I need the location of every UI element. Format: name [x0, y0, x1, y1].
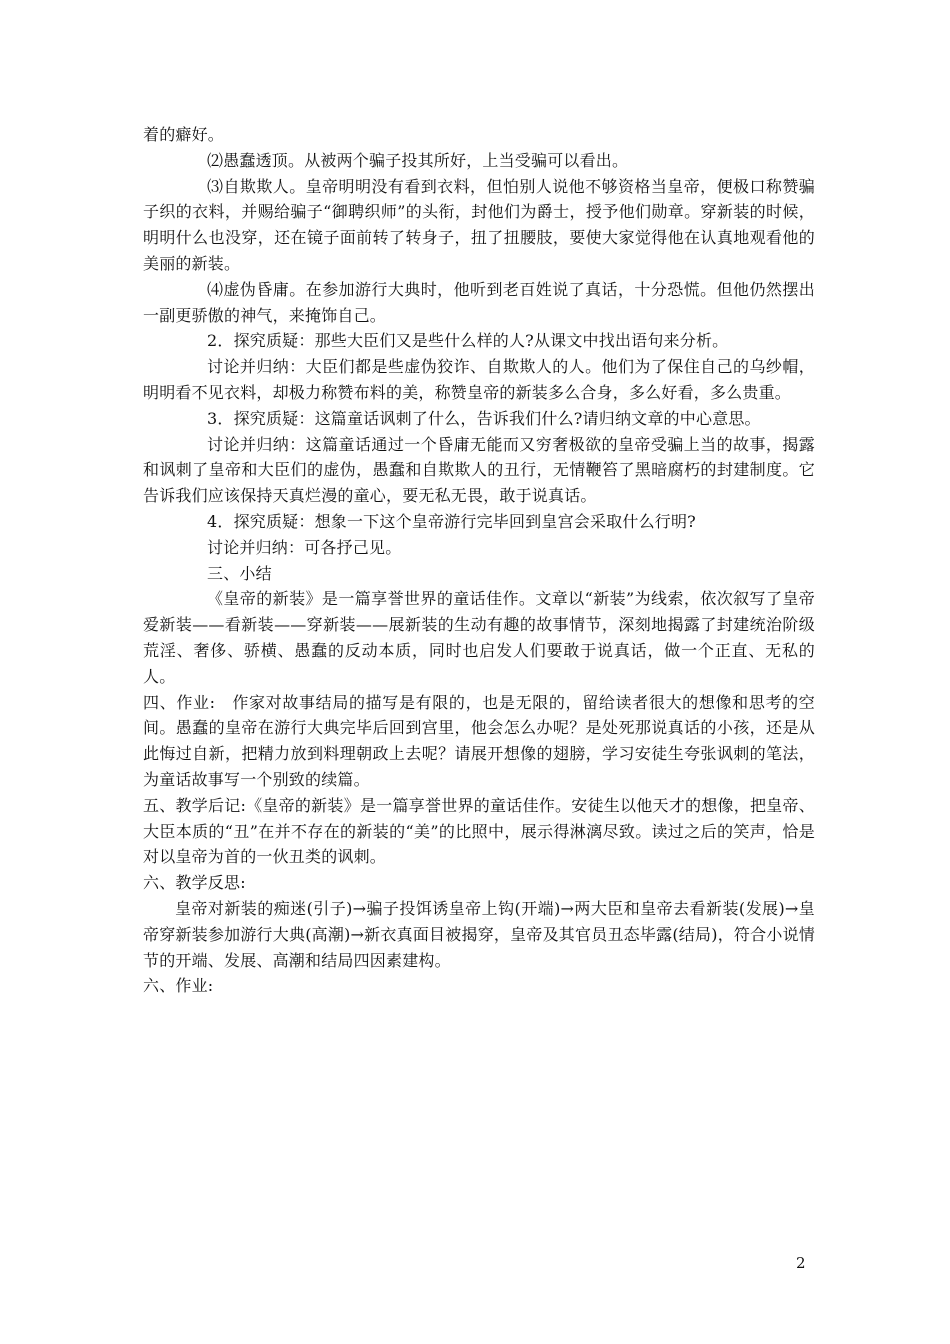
body-text [143, 122, 815, 999]
page-number: 2 [796, 1254, 806, 1272]
paragraph: 《皇帝的新装》是一篇享誉世界的童话佳作。文章以“新装”为线索，依次叙写了皇帝爱新装——看新装——穿新装——展新装的生动有趣的故事情节，深刻地揭露了封建统治阶级荒淫、奢侈、骄横、愚蠢的反动本质，同时也启发人们要敢于说真话，做一个正直、无私的人。 [143, 589, 815, 686]
paragraph: 2．探究质疑：那些大臣们又是些什么样的人?从课文中找出语句来分析。 [207, 331, 729, 351]
section-heading: 五、教学后记:《皇帝的新装》是一篇享誉世界的童话佳作。安徒生以他天才的想像，把皇帝、大臣本质的“丑”在并不存在的新装的“美”的比照中，展示得淋漓尽致。读过之后的笑声，恰是对以皇帝为首的一伙丑类的讽刺。 [143, 795, 815, 867]
paragraph: 4．探究质疑：想象一下这个皇帝游行完毕回到皇宫会采取什么行明? [207, 511, 696, 531]
section-heading: 四、作业: 作家对故事结局的描写是有限的，也是无限的，留给读者很大的想像和思考的空间。愚蠢的皇帝在游行大典完毕后回到宫里，他会怎么办呢？是处死那说真话的小孩，还是从此悔过自新，把精力放到料理朝政上去呢？请展开想像的翅膀，学习安徒生夸张讽刺的笔法，为童话故事写一个别致的续篇。 [143, 692, 815, 789]
paragraph: 皇帝对新装的痴迷(引子)→骗子投饵诱皇帝上钩(开端)→两大臣和皇帝去看新装(发展)→皇帝穿新装参加游行大典(高潮)→新衣真面目被揭穿，皇帝及其官员丑态毕露(结局)，符合小说情节的开端、发展、高潮和结局四因素建构。 [143, 898, 815, 970]
paragraph: 着的癖好。 [143, 125, 225, 144]
paragraph: ⑷虚伪昏庸。在参加游行大典时，他听到老百姓说了真话，十分恐慌。但他仍然摆出一副更骄傲的神气，来掩饰自己。 [143, 279, 815, 325]
paragraph: 讨论并归纳：这篇童话通过一个昏庸无能而又穷奢极欲的皇帝受骗上当的故事，揭露和讽刺了皇帝和大臣们的虚伪，愚蠢和自欺欺人的丑行，无情鞭笞了黑暗腐朽的封建制度。它告诉我们应该保持天真烂漫的童心，要无私无畏，敢于说真话。 [143, 434, 815, 506]
paragraph: 讨论并归纳：可各抒己见。 [207, 537, 402, 557]
section-heading: 三、小结 [207, 563, 272, 583]
section-heading: 六、作业: [143, 976, 214, 996]
section-heading: 六、教学反思: [143, 873, 246, 893]
paragraph: ⑶自欺欺人。皇帝明明没有看到衣料，但怕别人说他不够资格当皇帝，便极口称赞骗子织的衣料，并赐给骗子“御聘织师”的头衔，封他们为爵士，授予他们勋章。穿新装的时候，明明什么也没穿，还在镜子面前转了转身子，扭了扭腰肢，要使大家觉得他在认真地观看他的美丽的新装。 [143, 176, 815, 273]
paragraph: 讨论并归纳：大臣们都是些虚伪狡诈、自欺欺人的人。他们为了保住自己的乌纱帽，明明看不见衣料，却极力称赞布料的美，称赞皇帝的新装多么合身，多么好看，多么贵重。 [143, 357, 815, 402]
paragraph: ⑵愚蠢透顶。从被两个骗子投其所好，上当受骗可以看出。 [207, 150, 629, 170]
paragraph: 3．探究质疑：这篇童话讽刺了什么，告诉我们什么?请归纳文章的中心意思。 [207, 408, 761, 428]
